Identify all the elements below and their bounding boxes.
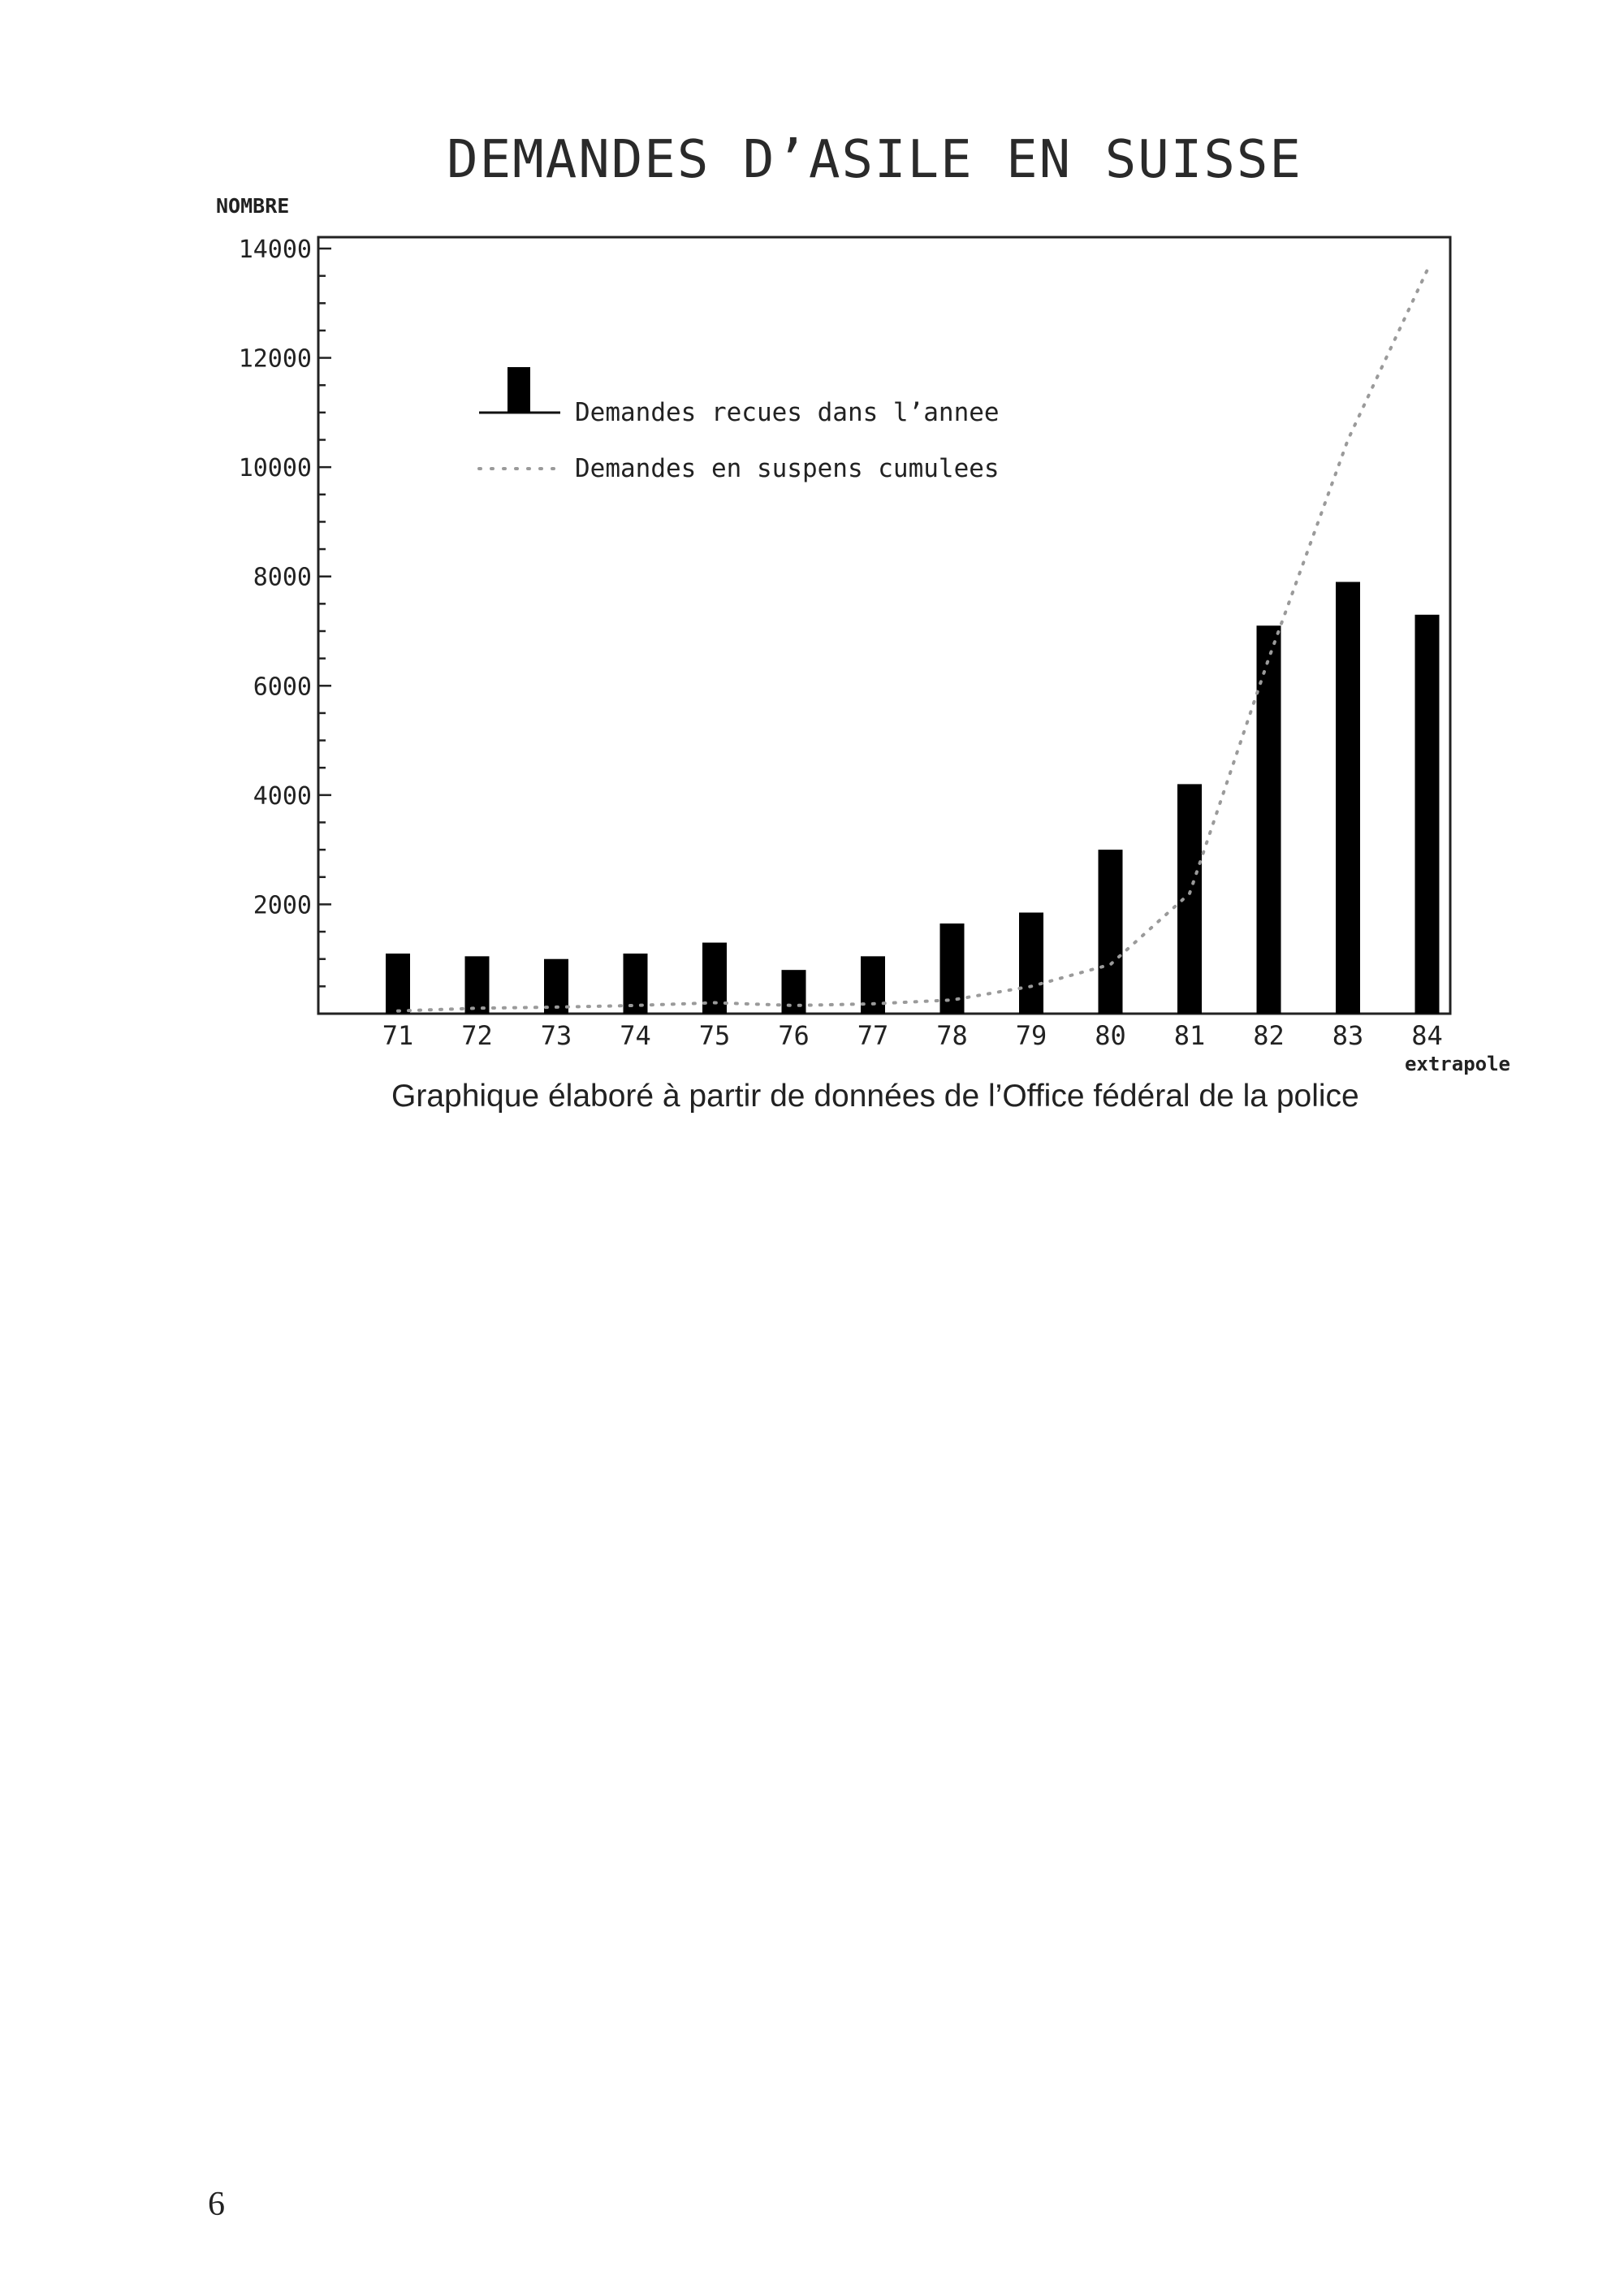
y-tick-label: 14000 [238,236,312,264]
x-tick-label: 74 [620,1020,651,1051]
bar-76 [782,970,806,1014]
x-tick-label: 81 [1173,1020,1206,1051]
bar-79 [1019,913,1043,1014]
bar-81 [1177,784,1202,1014]
bar-84 [1415,615,1440,1014]
x-tick-label: 79 [1015,1020,1047,1051]
x-tick-label: 82 [1253,1020,1285,1051]
bar-80 [1099,850,1123,1014]
x-tick-label: 78 [936,1020,968,1051]
y-tick-label: 10000 [238,454,312,483]
legend-label-dotted: Demandes en suspens cumulees [575,454,1000,483]
x-tick-label: 83 [1332,1020,1364,1051]
y-tick-label: 4000 [253,781,312,811]
x-tick-label: 84 [1411,1020,1443,1051]
chart-title: DEMANDES D’ASILE EN SUISSE [447,130,1302,190]
y-tick-label: 6000 [253,673,312,702]
y-tick-label: 8000 [253,563,312,592]
chart-caption: Graphique élaboré à partir de données de l’Office fédéral de la police [391,1079,1359,1114]
y-axis-label: NOMBRE [216,194,290,218]
bar-78 [940,924,965,1014]
x-tick-label: 80 [1095,1020,1126,1051]
bar-83 [1336,582,1360,1014]
x-tick-label: 72 [461,1020,493,1051]
x-tick-label: 76 [778,1020,810,1051]
x-tick-label: 73 [540,1020,572,1051]
x-tick-label: 77 [857,1020,889,1051]
x-tick-label: 71 [382,1020,414,1051]
bar-72 [465,956,490,1014]
bar-74 [624,954,648,1014]
x-tick-label: 75 [698,1020,731,1051]
page-number: 6 [208,2186,225,2223]
legend-label-bars: Demandes recues dans l’annee [575,398,1000,427]
bar-71 [386,954,410,1014]
bar-73 [544,959,568,1014]
legend-bar-swatch [508,367,530,413]
y-tick-label: 12000 [238,344,312,374]
y-tick-label: 2000 [253,891,312,920]
x-annotation: extrapole [1404,1053,1510,1075]
